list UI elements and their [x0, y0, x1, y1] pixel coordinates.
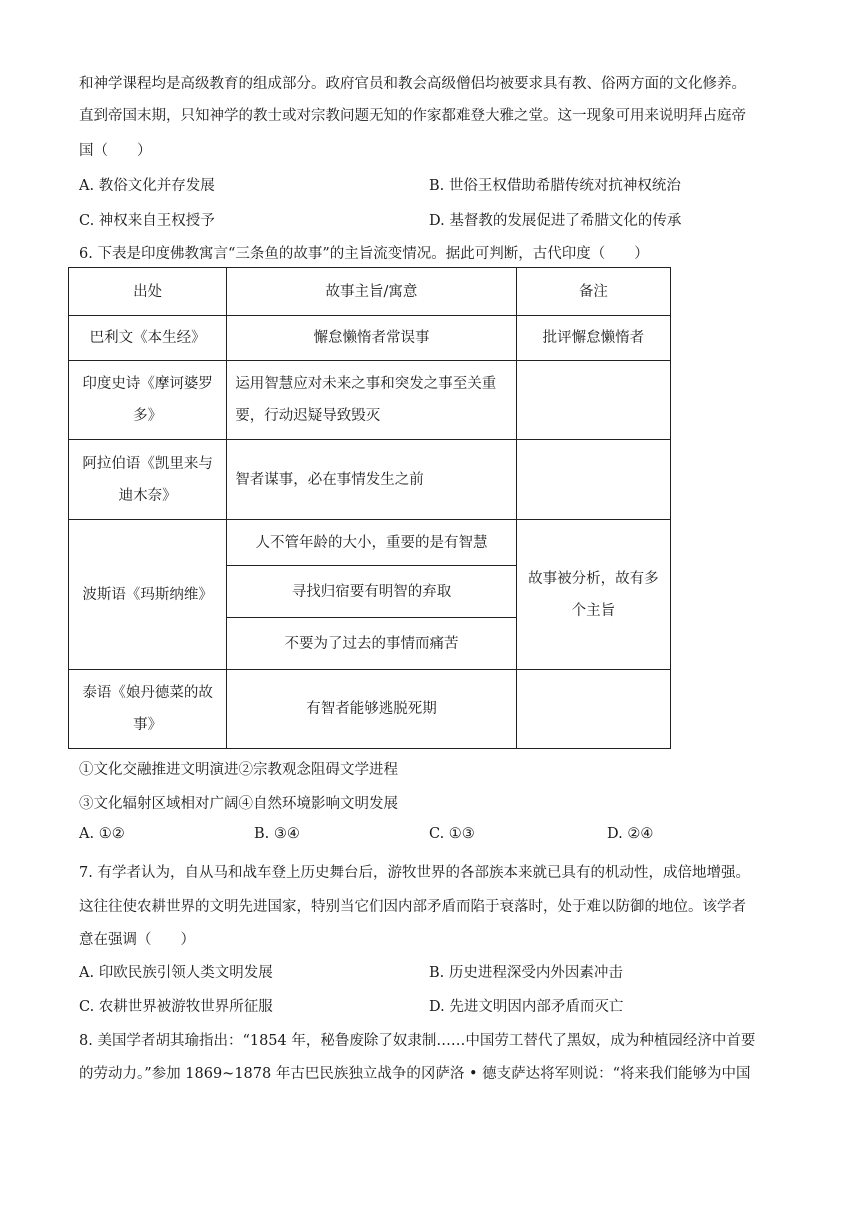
table-row: [69, 670, 671, 749]
row-theme: 智者谋事，必在事情发生之前: [227, 440, 516, 520]
row-note: [516, 361, 670, 440]
row-theme: 有智者能够逃脱死期: [227, 670, 516, 749]
q7-option-c: C. 农耕世界被游牧世界所征服: [79, 999, 273, 1015]
q7-option-d: D. 先进文明因内部矛盾而灭亡: [429, 999, 624, 1015]
row-theme: 运用智慧应对未来之事和突发之事至关重要，行动迟疑导致毁灭: [227, 361, 516, 440]
q5-text-line3: 国（ ）: [79, 143, 152, 159]
q5-option-d: D. 基督教的发展促进了希腊文化的传承: [429, 213, 682, 229]
q5-option-b: B. 世俗王权借助希腊传统对抗神权统治: [429, 178, 681, 194]
q7-option-a: A. 印欧民族引领人类文明发展: [79, 965, 273, 981]
q8-text-line2: 的劳动力。”参加 1869~1878 年古巴民族独立战争的冈萨洛 • 德支萨达将军则说：“将来我们能够为中国: [79, 1066, 751, 1082]
row-source: 印度史诗《摩诃婆罗多》: [69, 361, 227, 440]
q6-option-b: B. ③④: [254, 826, 300, 842]
table-row: [69, 316, 671, 361]
q6-table: [68, 267, 671, 749]
table-header-row: [69, 268, 671, 316]
row-theme: 不要为了过去的事情而痛苦: [227, 618, 516, 670]
q6-statements-2: ③文化辐射区域相对广阔④自然环境影响文明发展: [79, 796, 398, 812]
row-theme: 寻找归宿要有明智的弃取: [227, 566, 516, 618]
row-source: 泰语《娘丹德菜的故事》: [69, 670, 227, 749]
row-note: 批评懈怠懒惰者: [516, 316, 670, 361]
q7-text-line1: 7. 有学者认为，自从马和战车登上历史舞台后，游牧世界的各部族本来就已具有的机动性，成倍地增强。: [79, 865, 750, 881]
row-theme: 人不管年龄的大小，重要的是有智慧: [227, 520, 516, 566]
q6-statements-1: ①文化交融推进文明演进②宗教观念阻碍文学进程: [79, 762, 398, 778]
table-row: [69, 361, 671, 440]
q5-text-line2: 直到帝国末期，只知神学的教士或对宗教问题无知的作家都难登大雅之堂。这一现象可用来说明拜占庭帝: [79, 108, 746, 124]
row-source: 阿拉伯语《凯里来与迪木奈》: [69, 440, 227, 520]
q7-text-line2: 这往往使农耕世界的文明先进国家，特别当它们因内部矛盾而陷于衰落时，处于难以防御的地位。该学者: [79, 899, 746, 915]
header-theme: 故事主旨/寓意: [227, 268, 516, 316]
q6-option-a: A. ①②: [79, 826, 125, 842]
row-note: 故事被分析，故有多个主旨: [516, 520, 670, 670]
table-row: [69, 520, 671, 566]
row-theme: 懈怠懒惰者常误事: [227, 316, 516, 361]
header-source: 出处: [69, 268, 227, 316]
q5-option-c: C. 神权来自王权授予: [79, 213, 215, 229]
q6-option-d: D. ②④: [607, 826, 654, 842]
row-note: [516, 440, 670, 520]
q7-text-line3: 意在强调（ ）: [79, 932, 195, 948]
row-note: [516, 670, 670, 749]
q7-option-b: B. 历史进程深受内外因素冲击: [429, 965, 623, 981]
q5-option-a: A. 教俗文化并存发展: [79, 178, 215, 194]
row-source: 巴利文《本生经》: [69, 316, 227, 361]
header-note: 备注: [516, 268, 670, 316]
q6-option-c: C. ①③: [429, 826, 475, 842]
q8-text-line1: 8. 美国学者胡其瑜指出：“1854 年，秘鲁废除了奴隶制……中国劳工替代了黑奴，成为种植园经济中首要: [79, 1033, 756, 1049]
table-row: [69, 440, 671, 520]
row-source: 波斯语《玛斯纳维》: [69, 520, 227, 670]
q5-text-line1: 和神学课程均是高级教育的组成部分。政府官员和教会高级僧侣均被要求具有教、俗两方面的文化修养。: [79, 76, 746, 92]
q6-stem: 6. 下表是印度佛教寓言“三条鱼的故事”的主旨流变情况。据此可判断，古代印度（ ）: [79, 246, 649, 262]
